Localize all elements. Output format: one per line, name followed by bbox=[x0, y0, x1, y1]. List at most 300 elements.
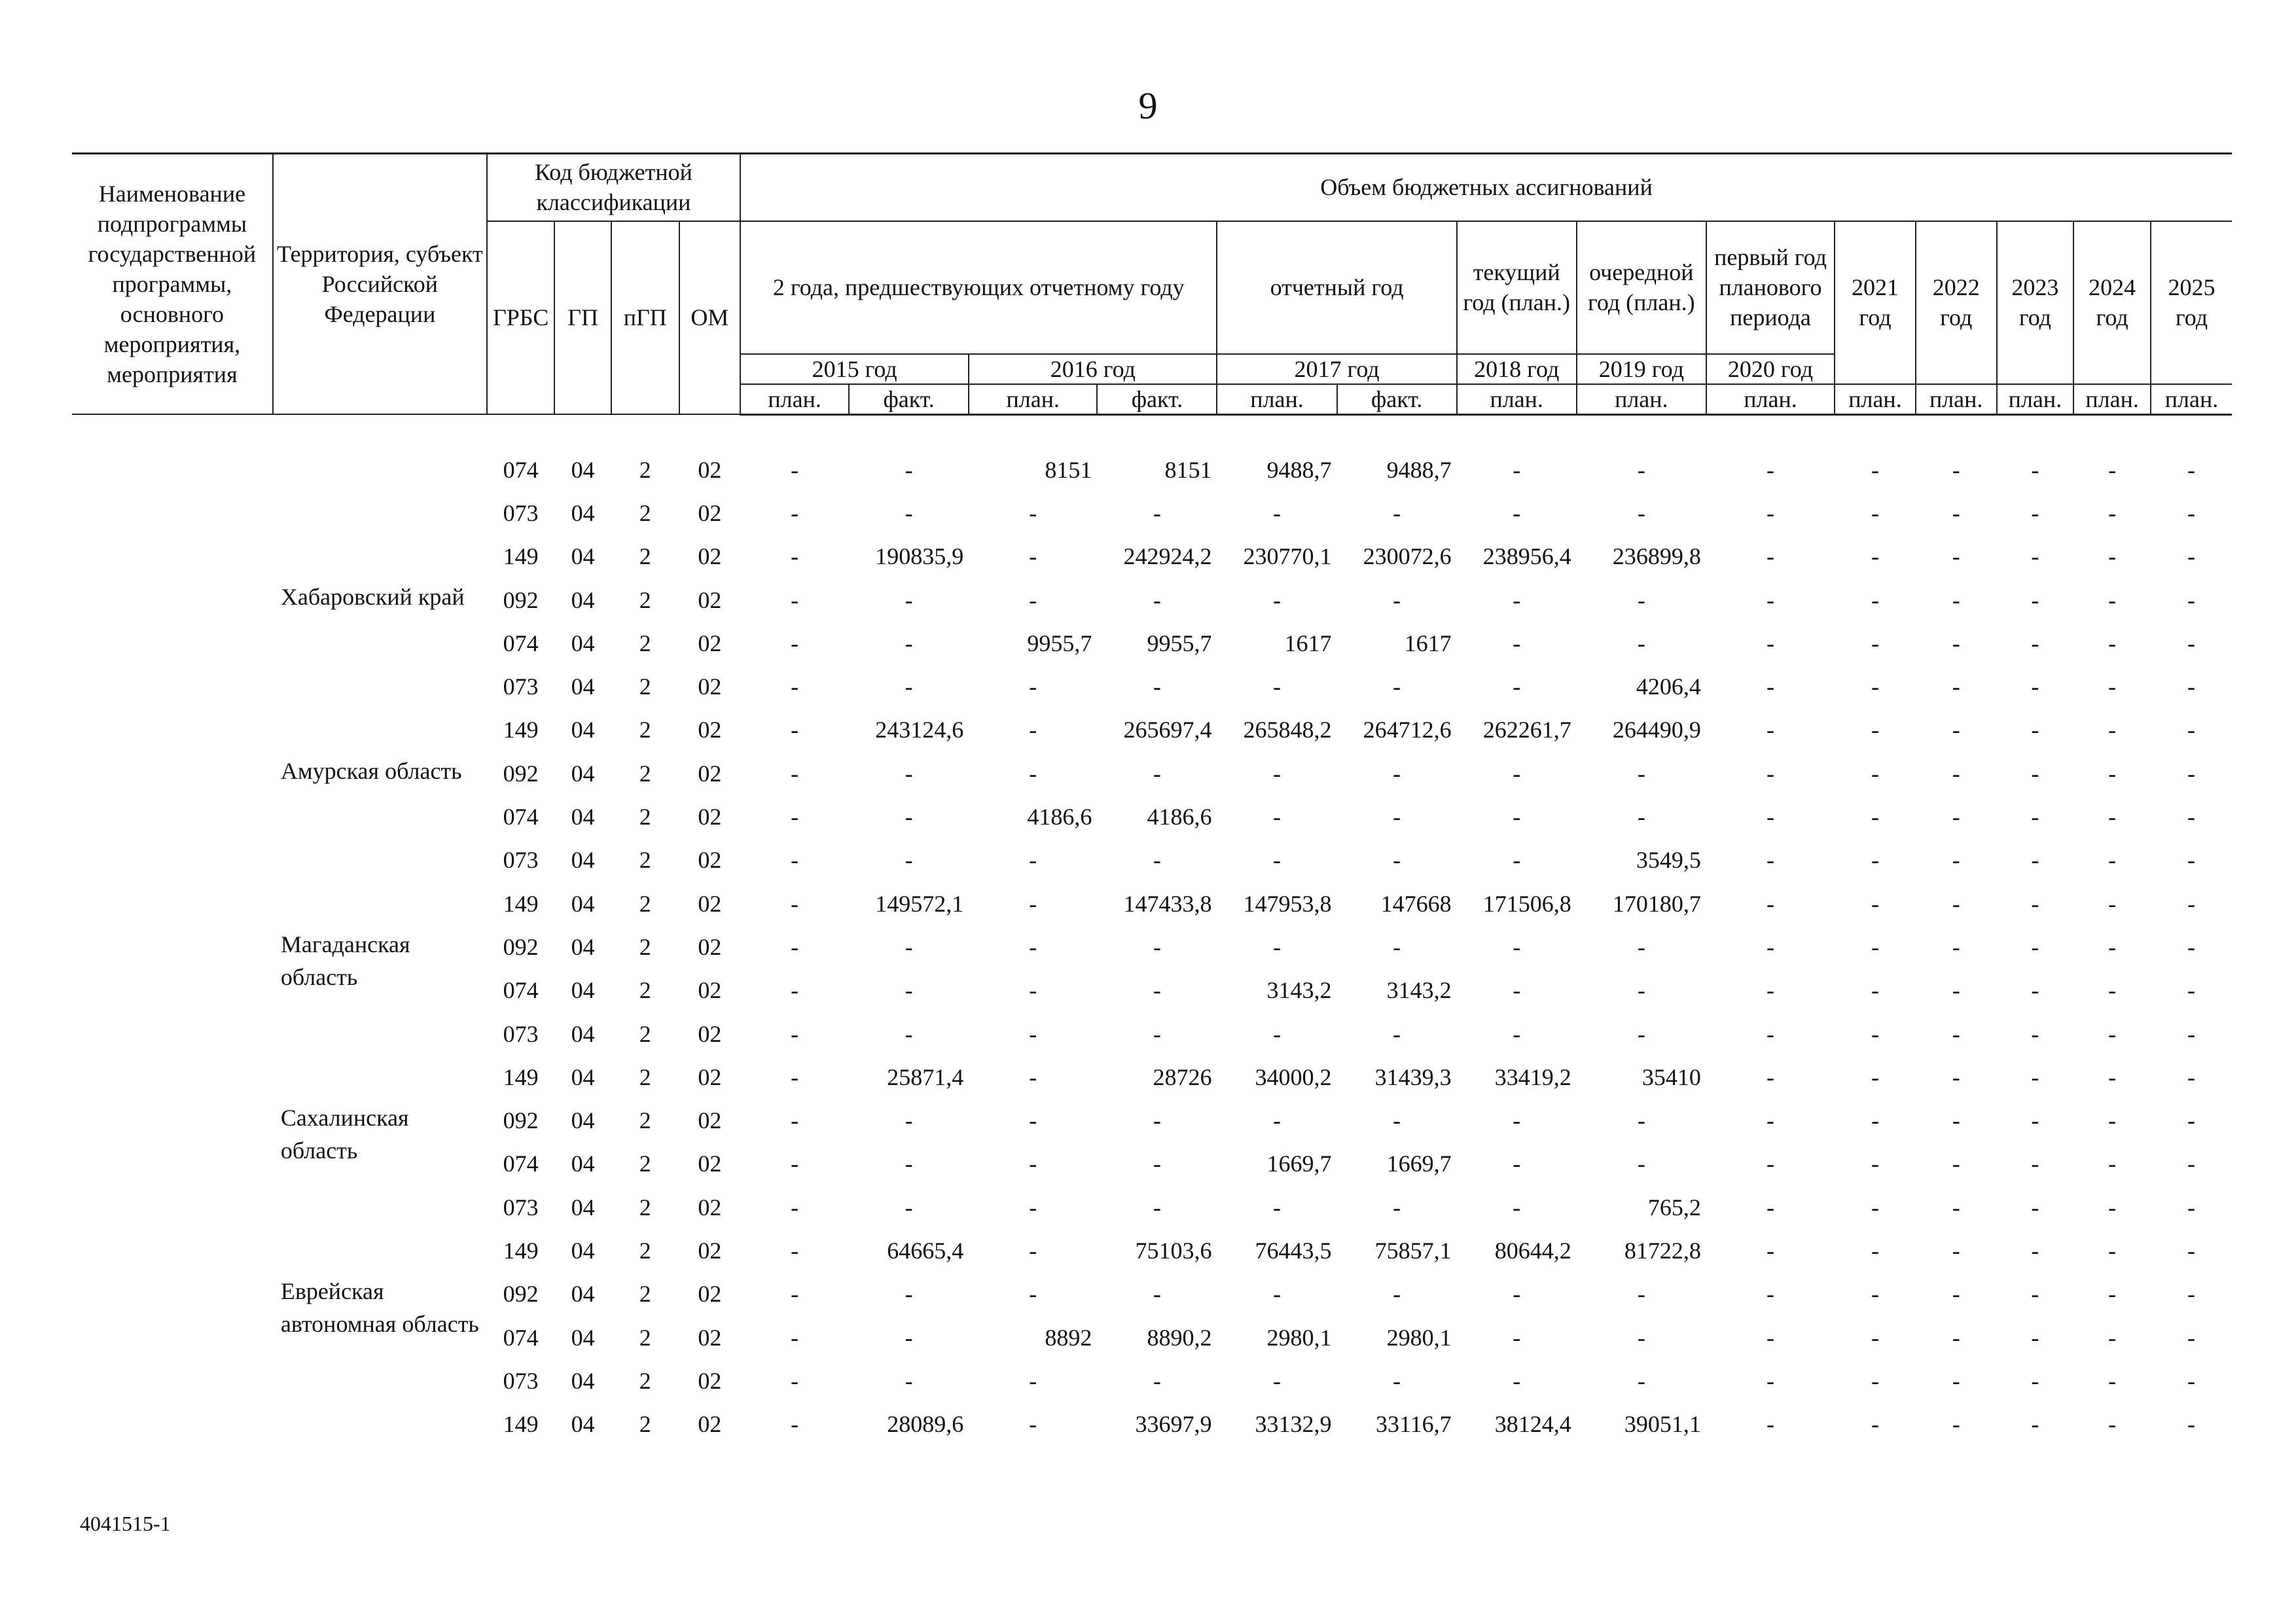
table-cell: - bbox=[791, 673, 799, 700]
table-cell: 2 bbox=[639, 499, 651, 526]
table-cell: 02 bbox=[698, 1020, 722, 1047]
table-cell: 02 bbox=[698, 456, 722, 483]
table-cell: - bbox=[1153, 499, 1161, 526]
table-row bbox=[72, 1272, 2232, 1315]
table-cell: 765,2 bbox=[1647, 1194, 1701, 1221]
table-cell: 02 bbox=[698, 717, 722, 743]
table-cell: - bbox=[1952, 717, 1960, 743]
table-cell: - bbox=[2187, 586, 2195, 613]
table-cell: - bbox=[1871, 630, 1879, 656]
table-cell: - bbox=[2187, 630, 2195, 656]
header-gp: ГП bbox=[554, 221, 611, 415]
table-cell: 34000,2 bbox=[1255, 1063, 1332, 1090]
table-cell: 80644,2 bbox=[1494, 1237, 1571, 1264]
table-cell: 04 bbox=[571, 977, 595, 1004]
table-cell: - bbox=[1513, 630, 1521, 656]
table-cell: - bbox=[1513, 977, 1521, 1004]
table-cell: 02 bbox=[698, 933, 722, 960]
header-year-2024: 2024 год bbox=[2073, 221, 2151, 384]
table-cell: - bbox=[1153, 760, 1161, 787]
table-cell: - bbox=[1637, 804, 1645, 830]
table-cell: 2980,1 bbox=[1386, 1324, 1452, 1351]
table-cell: - bbox=[1637, 1150, 1645, 1177]
table-cell: - bbox=[1513, 933, 1521, 960]
table-cell: 149 bbox=[503, 717, 539, 743]
table-cell: - bbox=[1952, 1367, 1960, 1394]
table-cell: 149572,1 bbox=[875, 890, 964, 917]
table-cell: - bbox=[1952, 1411, 1960, 1438]
table-cell: 074 bbox=[503, 456, 539, 483]
table-cell: - bbox=[1767, 499, 1774, 526]
table-row bbox=[72, 578, 2232, 621]
table-cell: - bbox=[1153, 1194, 1161, 1221]
table-cell: 2 bbox=[639, 1367, 651, 1394]
table-cell: - bbox=[1871, 673, 1879, 700]
table-cell: 149 bbox=[503, 543, 539, 570]
table-cell: 147668 bbox=[1380, 890, 1452, 917]
table-cell: - bbox=[905, 1107, 913, 1134]
header-two-years: 2 года, предшествующих отчетному году bbox=[740, 221, 1217, 354]
program-name-cell bbox=[72, 448, 273, 579]
table-cell: - bbox=[791, 1411, 799, 1438]
table-cell: - bbox=[1952, 933, 1960, 960]
table-cell: - bbox=[2187, 847, 2195, 874]
table-cell: 04 bbox=[571, 1237, 595, 1264]
header-budget-code: Код бюджетной классификации bbox=[487, 154, 740, 221]
table-cell: - bbox=[1513, 673, 1521, 700]
header-first-planning-year: первый год планового периода bbox=[1706, 221, 1835, 354]
table-cell: 074 bbox=[503, 630, 539, 656]
table-cell: 2 bbox=[639, 933, 651, 960]
table-cell: - bbox=[1393, 1367, 1401, 1394]
header-year-2022: 2022 год bbox=[1916, 221, 1997, 384]
table-cell: - bbox=[1871, 1150, 1879, 1177]
table-cell: 1617 bbox=[1284, 630, 1332, 656]
table-cell: - bbox=[1393, 673, 1401, 700]
table-cell: - bbox=[2108, 1411, 2117, 1438]
table-cell: - bbox=[1513, 1150, 1521, 1177]
table-cell: 238956,4 bbox=[1482, 543, 1571, 570]
table-cell: 04 bbox=[571, 586, 595, 613]
table-cell: 9955,7 bbox=[1027, 630, 1092, 656]
header-plan: план. bbox=[2151, 384, 2232, 415]
table-cell: - bbox=[2031, 1194, 2039, 1221]
header-grbs: ГРБС bbox=[487, 221, 555, 415]
table-cell: - bbox=[1871, 586, 1879, 613]
table-cell: - bbox=[1767, 1194, 1774, 1221]
table-cell: - bbox=[791, 1324, 799, 1351]
table-cell: 04 bbox=[571, 717, 595, 743]
table-cell: - bbox=[1637, 1367, 1645, 1394]
table-cell: - bbox=[2187, 1150, 2195, 1177]
table-cell: - bbox=[1273, 760, 1281, 787]
table-cell: 02 bbox=[698, 1150, 722, 1177]
table-cell: - bbox=[2187, 1411, 2195, 1438]
table-cell: - bbox=[2187, 1020, 2195, 1047]
program-name-cell bbox=[72, 925, 273, 1099]
table-cell: - bbox=[1767, 1411, 1774, 1438]
table-cell: 2 bbox=[639, 586, 651, 613]
table-cell: 4186,6 bbox=[1147, 804, 1212, 830]
table-cell: 190835,9 bbox=[875, 543, 964, 570]
table-cell: - bbox=[1153, 1367, 1161, 1394]
table-cell: - bbox=[791, 1063, 799, 1090]
table-cell: - bbox=[1767, 804, 1774, 830]
table-cell: - bbox=[1273, 1107, 1281, 1134]
table-cell: 264490,9 bbox=[1612, 717, 1701, 743]
table-cell: 149 bbox=[503, 1063, 539, 1090]
table-cell: - bbox=[791, 717, 799, 743]
header-territory: Территория, субъект Российской Федерации bbox=[273, 154, 487, 415]
table-cell: - bbox=[1871, 804, 1879, 830]
header-plan: план. bbox=[740, 384, 849, 415]
table-cell: - bbox=[2187, 1194, 2195, 1221]
table-cell: - bbox=[1153, 673, 1161, 700]
table-cell: - bbox=[1952, 760, 1960, 787]
table-cell: 171506,8 bbox=[1482, 890, 1571, 917]
header-plan: план. bbox=[969, 384, 1097, 415]
table-cell: - bbox=[1952, 543, 1960, 570]
table-cell: - bbox=[1767, 717, 1774, 743]
table-cell: - bbox=[1767, 1020, 1774, 1047]
table-cell: - bbox=[2108, 1324, 2117, 1351]
table-cell: - bbox=[1767, 1281, 1774, 1308]
header-year-2017: 2017 год bbox=[1217, 354, 1456, 384]
table-cell: - bbox=[1029, 1411, 1037, 1438]
table-cell: 33419,2 bbox=[1494, 1063, 1571, 1090]
table-cell: - bbox=[1871, 1020, 1879, 1047]
table-cell: 81722,8 bbox=[1624, 1237, 1701, 1264]
table-cell: - bbox=[1952, 1237, 1960, 1264]
table-cell: - bbox=[2031, 1107, 2039, 1134]
table-cell: - bbox=[791, 1107, 799, 1134]
table-cell: - bbox=[1767, 760, 1774, 787]
table-cell: - bbox=[1513, 847, 1521, 874]
table-cell: 2980,1 bbox=[1266, 1324, 1332, 1351]
table-cell: - bbox=[2031, 1411, 2039, 1438]
table-cell: - bbox=[1767, 1107, 1774, 1134]
table-cell: - bbox=[1153, 1150, 1161, 1177]
table-cell: - bbox=[1871, 717, 1879, 743]
table-cell: - bbox=[1029, 1194, 1037, 1221]
program-name-cell bbox=[72, 752, 273, 925]
table-cell: - bbox=[1952, 1281, 1960, 1308]
table-cell: - bbox=[1952, 847, 1960, 874]
table-cell: - bbox=[1153, 847, 1161, 874]
table-cell: - bbox=[2187, 1324, 2195, 1351]
table-cell: - bbox=[905, 847, 913, 874]
table-cell: 265697,4 bbox=[1123, 717, 1212, 743]
table-cell: - bbox=[2031, 1324, 2039, 1351]
header-program-name: Наименование подпрограммы государственной программы, основного мероприятия, мероприятия bbox=[72, 154, 273, 415]
table-cell: - bbox=[2187, 543, 2195, 570]
table-cell: - bbox=[2187, 1367, 2195, 1394]
table-cell: - bbox=[1952, 630, 1960, 656]
table-body bbox=[72, 414, 2232, 1446]
table-cell: 02 bbox=[698, 543, 722, 570]
table-cell: - bbox=[905, 1020, 913, 1047]
table-cell: 04 bbox=[571, 1020, 595, 1047]
table-cell: - bbox=[791, 1020, 799, 1047]
table-cell: - bbox=[1029, 977, 1037, 1004]
table-cell: - bbox=[791, 456, 799, 483]
table-cell: - bbox=[2031, 1020, 2039, 1047]
table-cell: - bbox=[2108, 890, 2117, 917]
table-cell: - bbox=[1952, 1150, 1960, 1177]
table-cell: - bbox=[1029, 1281, 1037, 1308]
table-cell: 3143,2 bbox=[1266, 977, 1332, 1004]
table-cell: - bbox=[2108, 1367, 2117, 1394]
region-name: Амурская область bbox=[280, 757, 462, 784]
table-cell: - bbox=[1767, 1063, 1774, 1090]
table-cell: - bbox=[1952, 1020, 1960, 1047]
table-row bbox=[72, 448, 2232, 491]
table-cell: - bbox=[2031, 543, 2039, 570]
table-cell: - bbox=[1637, 977, 1645, 1004]
table-cell: - bbox=[2031, 717, 2039, 743]
table-cell: - bbox=[2031, 586, 2039, 613]
table-cell: - bbox=[1273, 933, 1281, 960]
table-cell: - bbox=[1871, 543, 1879, 570]
table-cell: - bbox=[791, 499, 799, 526]
table-cell: - bbox=[1513, 499, 1521, 526]
table-cell: 092 bbox=[503, 1107, 539, 1134]
table-cell: 2 bbox=[639, 1324, 651, 1351]
table-cell: 149 bbox=[503, 1237, 539, 1264]
table-cell: 28089,6 bbox=[887, 1411, 964, 1438]
table-cell: - bbox=[1513, 760, 1521, 787]
table-cell: 2 bbox=[639, 1411, 651, 1438]
table-cell: - bbox=[1871, 890, 1879, 917]
table-cell: - bbox=[2031, 1063, 2039, 1090]
table-cell: - bbox=[1393, 1194, 1401, 1221]
table-cell: - bbox=[1871, 1107, 1879, 1134]
table-cell: - bbox=[1273, 1194, 1281, 1221]
table-cell: 04 bbox=[571, 760, 595, 787]
table-cell: 04 bbox=[571, 933, 595, 960]
table-cell: 02 bbox=[698, 1324, 722, 1351]
table-cell: - bbox=[1952, 456, 1960, 483]
table-cell: 074 bbox=[503, 1150, 539, 1177]
table-cell: - bbox=[791, 847, 799, 874]
table-cell: - bbox=[1153, 1281, 1161, 1308]
table-cell: 02 bbox=[698, 847, 722, 874]
header-fact: факт. bbox=[849, 384, 969, 415]
header-year-2019: 2019 год bbox=[1577, 354, 1706, 384]
table-cell: 092 bbox=[503, 760, 539, 787]
table-cell: 04 bbox=[571, 499, 595, 526]
table-cell: 1617 bbox=[1404, 630, 1452, 656]
table-cell: 4206,4 bbox=[1636, 673, 1701, 700]
table-cell: 092 bbox=[503, 586, 539, 613]
table-cell: - bbox=[2108, 630, 2117, 656]
table-cell: 02 bbox=[698, 1367, 722, 1394]
table-cell: 31439,3 bbox=[1374, 1063, 1452, 1090]
table-cell: 8151 bbox=[1045, 456, 1092, 483]
table-cell: 04 bbox=[571, 1324, 595, 1351]
table-cell: - bbox=[2108, 1194, 2117, 1221]
table-cell: - bbox=[791, 760, 799, 787]
program-name-cell bbox=[72, 578, 273, 751]
table-cell: 2 bbox=[639, 804, 651, 830]
table-cell: 074 bbox=[503, 1324, 539, 1351]
table-cell: 02 bbox=[698, 1063, 722, 1090]
table-cell: 02 bbox=[698, 499, 722, 526]
table-cell: - bbox=[2108, 499, 2117, 526]
table-cell: - bbox=[905, 630, 913, 656]
table-cell: - bbox=[2108, 760, 2117, 787]
table-cell: - bbox=[1393, 933, 1401, 960]
table-cell: - bbox=[1952, 673, 1960, 700]
table-cell: 2 bbox=[639, 1237, 651, 1264]
table-cell: 9955,7 bbox=[1147, 630, 1212, 656]
table-cell: - bbox=[2031, 630, 2039, 656]
table-cell: - bbox=[1513, 1194, 1521, 1221]
table-cell: - bbox=[1393, 1107, 1401, 1134]
table-cell: 230770,1 bbox=[1243, 543, 1332, 570]
table-cell: - bbox=[2031, 760, 2039, 787]
table-cell: 04 bbox=[571, 1107, 595, 1134]
table-cell: 243124,6 bbox=[875, 717, 964, 743]
table-cell: - bbox=[1767, 586, 1774, 613]
document-code: 4041515-1 bbox=[80, 1512, 171, 1535]
table-cell: - bbox=[1029, 543, 1037, 570]
table-cell: 2 bbox=[639, 456, 651, 483]
table-cell: - bbox=[905, 673, 913, 700]
table-cell: - bbox=[1637, 1107, 1645, 1134]
table-cell: - bbox=[1767, 630, 1774, 656]
table-cell: 242924,2 bbox=[1123, 543, 1212, 570]
header-fact: факт. bbox=[1097, 384, 1217, 415]
header-plan: план. bbox=[1457, 384, 1577, 415]
table-cell: 147953,8 bbox=[1243, 890, 1332, 917]
table-cell: 2 bbox=[639, 1281, 651, 1308]
table-row bbox=[72, 925, 2232, 969]
table-cell: 074 bbox=[503, 977, 539, 1004]
table-cell: 092 bbox=[503, 933, 539, 960]
table-cell: - bbox=[1871, 933, 1879, 960]
header-plan: план. bbox=[1916, 384, 1997, 415]
table-cell: 2 bbox=[639, 717, 651, 743]
table-cell: - bbox=[2108, 1020, 2117, 1047]
table-cell: - bbox=[2031, 1281, 2039, 1308]
table-cell: - bbox=[1029, 1107, 1037, 1134]
table-cell: - bbox=[1393, 804, 1401, 830]
table-cell: - bbox=[1513, 1281, 1521, 1308]
table-cell: - bbox=[2031, 499, 2039, 526]
table-cell: 04 bbox=[571, 456, 595, 483]
program-name-cell bbox=[72, 1099, 273, 1272]
table-cell: 04 bbox=[571, 890, 595, 917]
table-cell: 04 bbox=[571, 1281, 595, 1308]
table-cell: - bbox=[1029, 890, 1037, 917]
header-plan: план. bbox=[1835, 384, 1916, 415]
header-plan: план. bbox=[1997, 384, 2074, 415]
table-cell: - bbox=[1637, 1324, 1645, 1351]
table-cell: - bbox=[1637, 760, 1645, 787]
table-cell: - bbox=[2187, 890, 2195, 917]
table-cell: 02 bbox=[698, 760, 722, 787]
table-cell: - bbox=[1029, 760, 1037, 787]
table-cell: - bbox=[1637, 456, 1645, 483]
table-cell: - bbox=[1767, 933, 1774, 960]
table-cell: - bbox=[1952, 499, 1960, 526]
table-cell: - bbox=[1871, 847, 1879, 874]
table-cell: - bbox=[1952, 586, 1960, 613]
table-cell: - bbox=[1952, 977, 1960, 1004]
table-cell: 3549,5 bbox=[1636, 847, 1701, 874]
table-cell: - bbox=[2108, 1063, 2117, 1090]
table-row bbox=[72, 752, 2232, 795]
header-next-year: очередной год (план.) bbox=[1577, 221, 1706, 354]
header-year-2020: 2020 год bbox=[1706, 354, 1835, 384]
table-cell: 04 bbox=[571, 630, 595, 656]
program-name-cell bbox=[72, 1272, 273, 1446]
table-cell: - bbox=[1871, 1367, 1879, 1394]
table-cell: - bbox=[1767, 977, 1774, 1004]
table-cell: - bbox=[2187, 1063, 2195, 1090]
table-cell: 02 bbox=[698, 1237, 722, 1264]
table-cell: - bbox=[2031, 456, 2039, 483]
table-cell: - bbox=[1871, 760, 1879, 787]
table-cell: - bbox=[2108, 1237, 2117, 1264]
table-cell: 2 bbox=[639, 630, 651, 656]
table-cell: 073 bbox=[503, 673, 539, 700]
table-cell: 76443,5 bbox=[1255, 1237, 1332, 1264]
table-cell: 073 bbox=[503, 847, 539, 874]
header-volume: Объем бюджетных ассигнований bbox=[740, 154, 2232, 221]
table-cell: - bbox=[2108, 1281, 2117, 1308]
table-cell: - bbox=[1871, 1194, 1879, 1221]
table-cell: - bbox=[1952, 1107, 1960, 1134]
table-cell: - bbox=[2108, 717, 2117, 743]
table-cell: - bbox=[1767, 456, 1774, 483]
table-cell: - bbox=[1637, 1281, 1645, 1308]
table-cell: 02 bbox=[698, 1411, 722, 1438]
table-cell: - bbox=[2187, 1107, 2195, 1134]
table-cell: - bbox=[1273, 673, 1281, 700]
table-cell: - bbox=[791, 1237, 799, 1264]
table-cell: 25871,4 bbox=[887, 1063, 964, 1090]
table-cell: - bbox=[2031, 977, 2039, 1004]
table-cell: - bbox=[791, 1367, 799, 1394]
table-cell: - bbox=[1273, 1367, 1281, 1394]
table-cell: - bbox=[2108, 847, 2117, 874]
header-year-2023: 2023 год bbox=[1997, 221, 2074, 384]
table-cell: 2 bbox=[639, 1063, 651, 1090]
table-cell: - bbox=[2187, 456, 2195, 483]
table-cell: 04 bbox=[571, 1411, 595, 1438]
table-cell: - bbox=[791, 933, 799, 960]
table-cell: - bbox=[1513, 586, 1521, 613]
table-cell: - bbox=[791, 543, 799, 570]
table-cell: 2 bbox=[639, 760, 651, 787]
table-cell: - bbox=[1273, 1281, 1281, 1308]
table-cell: - bbox=[2031, 1367, 2039, 1394]
table-cell: 75857,1 bbox=[1374, 1237, 1452, 1264]
table-cell: 75103,6 bbox=[1135, 1237, 1212, 1264]
table-cell: - bbox=[905, 1281, 913, 1308]
table-cell: 02 bbox=[698, 586, 722, 613]
table-cell: - bbox=[1767, 673, 1774, 700]
header-report-year: отчетный год bbox=[1217, 221, 1456, 354]
table-cell: 8890,2 bbox=[1147, 1324, 1212, 1351]
table-cell: - bbox=[1871, 499, 1879, 526]
table-cell: - bbox=[1029, 586, 1037, 613]
table-cell: 8151 bbox=[1164, 456, 1212, 483]
table-cell: 170180,7 bbox=[1612, 890, 1701, 917]
table-cell: - bbox=[791, 586, 799, 613]
